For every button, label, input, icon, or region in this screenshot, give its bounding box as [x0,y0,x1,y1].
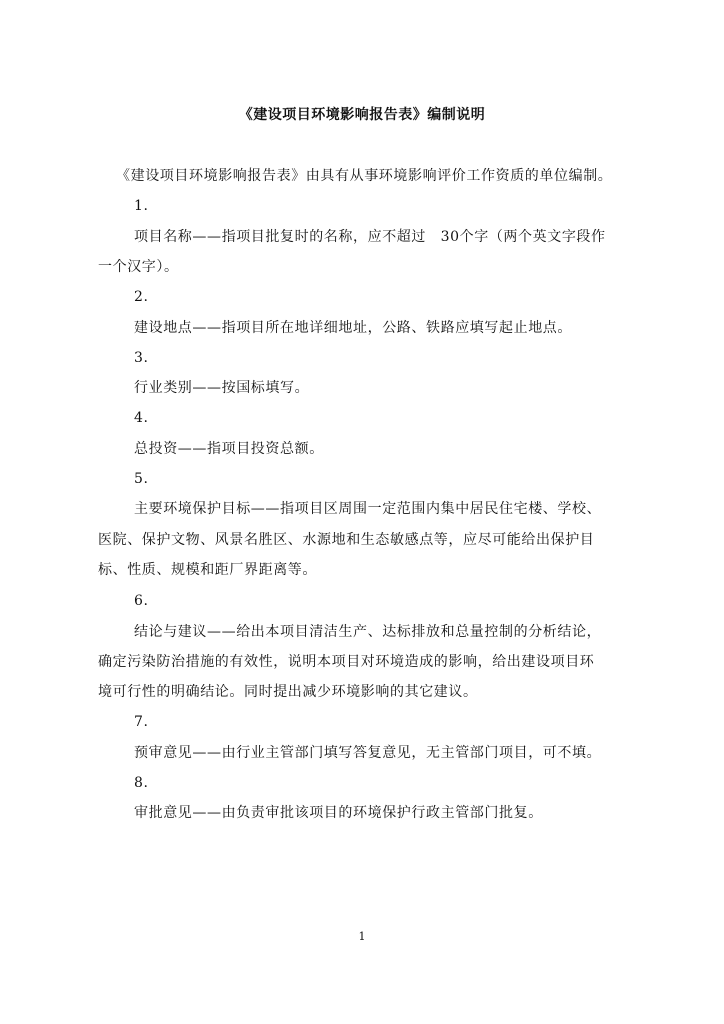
item-number: 6. [134,593,149,609]
item-text-line: 主要环境保护目标——指项目区周围一定范围内集中居民住宅楼、学校、 [134,501,602,517]
page-number: 1 [358,930,366,943]
item-text-line: 标、性质、规模和距厂界距离等。 [98,562,317,578]
item-number: 8. [134,775,149,791]
item-number: 1. [134,198,149,214]
item-text-line: 预审意见——由行业主管部门填写答复意见，无主管部门项目，可不填。 [134,745,602,761]
item-number: 2. [134,289,149,305]
document-title: 《建设项目环境影响报告表》编制说明 [238,107,486,123]
item-number: 5. [134,471,149,487]
item-number: 7. [134,714,149,730]
item-text-line: 一个汉字）。 [98,259,179,275]
item-text-line: 总投资——指项目投资总额。 [134,441,324,457]
item-text-line: 境可行性的明确结论。同时提出减少环境影响的其它建议。 [98,684,478,700]
item-number: 3. [134,350,149,366]
item-number: 4. [134,410,149,426]
item-text-line: 项目名称——指项目批复时的名称，应不超过 30个字（两个英文字段作 [134,229,606,245]
item-text-line: 确定污染防治措施的有效性，说明本项目对环境造成的影响，给出建设项目环 [98,654,595,670]
item-text-line: 结论与建议——给出本项目清洁生产、达标排放和总量控制的分析结论， [134,624,602,640]
item-text-line: 医院、保护文物、风景名胜区、水源地和生态敏感点等，应尽可能给出保护目 [98,532,595,548]
item-text-line: 审批意见——由负责审批该项目的环境保护行政主管部门批复。 [134,805,543,821]
intro-paragraph: 《建设项目环境影响报告表》由具有从事环境影响评价工作资质的单位编制。 [116,168,613,184]
item-text-line: 建设地点——指项目所在地详细地址，公路、铁路应填写起止地点。 [134,320,572,336]
item-text-line: 行业类别——按国标填写。 [134,380,310,396]
